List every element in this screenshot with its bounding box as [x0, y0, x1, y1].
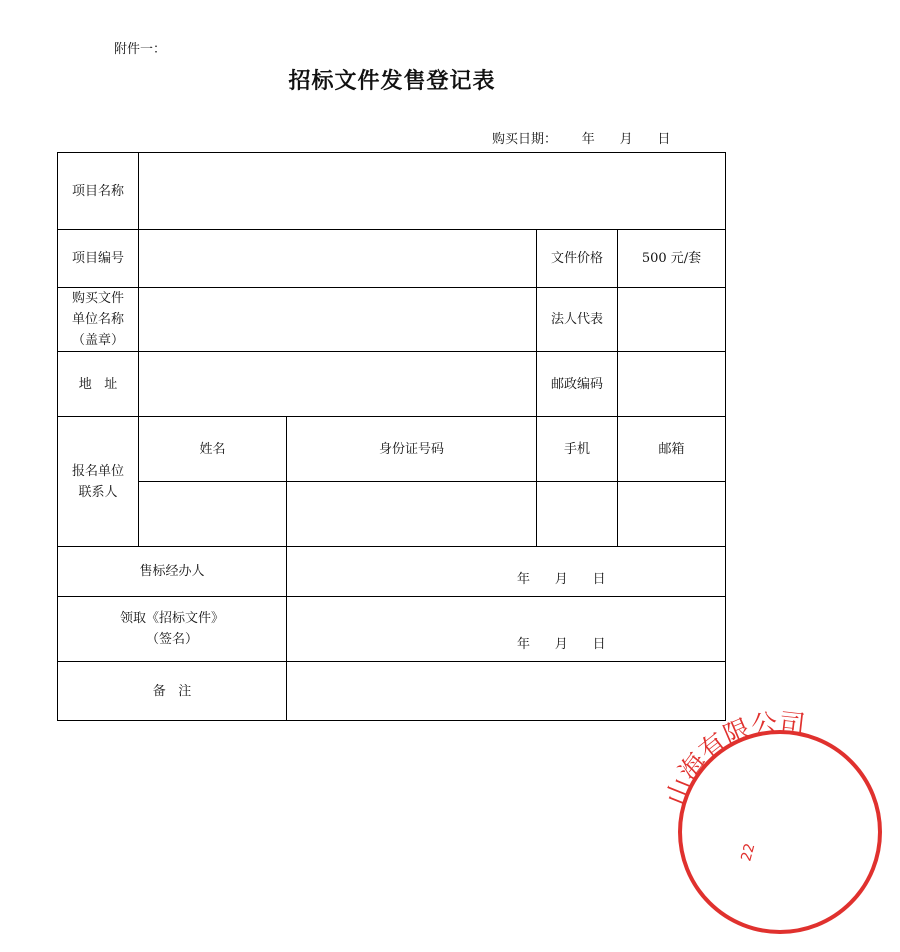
contact-label	[58, 417, 139, 547]
seal-text: 山海有限公司	[660, 708, 807, 810]
page-title: 招标文件发售登记表	[288, 69, 496, 94]
row-buyer-unit	[58, 288, 726, 352]
legal-rep-label: 法人代表	[537, 288, 618, 352]
doc-price-value: 500 元/套	[618, 230, 726, 288]
seller-signature-field[interactable]	[287, 547, 726, 597]
receive-label	[58, 597, 287, 662]
project-number-label: 项目编号	[58, 230, 139, 288]
legal-rep-field[interactable]	[618, 288, 726, 352]
contact-name-field[interactable]	[139, 482, 287, 547]
company-seal-stamp	[660, 708, 900, 952]
receive-signature-field[interactable]	[287, 597, 726, 662]
purchase-date: 购买日期： 年 月 日	[492, 132, 671, 147]
seal-digits: 22	[738, 841, 759, 864]
buyer-unit-label-line2: 单位名称	[71, 312, 124, 327]
contact-header-id: 身份证号码	[287, 417, 537, 482]
contact-header-phone: 手机	[537, 417, 618, 482]
address-label: 地 址	[58, 352, 139, 417]
buyer-unit-label-line1: 购买文件	[71, 291, 124, 306]
contact-email-field[interactable]	[618, 482, 726, 547]
project-number-field[interactable]	[139, 230, 537, 288]
project-name-label: 项目名称	[58, 153, 139, 230]
buyer-unit-field[interactable]	[139, 288, 537, 352]
row-project-number	[58, 230, 726, 288]
address-field[interactable]	[139, 352, 537, 417]
contact-header-name: 姓名	[139, 417, 287, 482]
row-receive	[58, 597, 726, 662]
contact-header-email: 邮箱	[618, 417, 726, 482]
row-address	[58, 352, 726, 417]
buyer-unit-label	[58, 288, 139, 352]
remarks-label: 备 注	[58, 662, 287, 721]
buyer-unit-label-line3: （盖章）	[71, 333, 124, 348]
contact-label-line2: 联系人	[78, 484, 118, 500]
row-seller	[58, 547, 726, 597]
receive-label-line1: 领取《招标文件》	[119, 611, 224, 626]
postal-code-field[interactable]	[618, 352, 726, 417]
row-project-name	[58, 153, 726, 230]
row-contact-values	[58, 482, 726, 547]
contact-id-field[interactable]	[287, 482, 537, 547]
postal-code-label: 邮政编码	[537, 352, 618, 417]
row-remarks	[58, 662, 726, 721]
doc-price-label: 文件价格	[537, 230, 618, 288]
contact-label-line1: 报名单位	[71, 463, 124, 479]
row-contact-headers	[58, 417, 726, 482]
attachment-label: 附件一：	[114, 42, 167, 57]
receive-date: 年 月 日	[517, 637, 606, 652]
registration-form	[57, 152, 726, 721]
contact-phone-field[interactable]	[537, 482, 618, 547]
receive-label-line2: （签名）	[145, 632, 198, 647]
project-name-field[interactable]	[139, 153, 726, 230]
seller-date: 年 月 日	[517, 572, 606, 587]
seller-label: 售标经办人	[58, 547, 287, 597]
